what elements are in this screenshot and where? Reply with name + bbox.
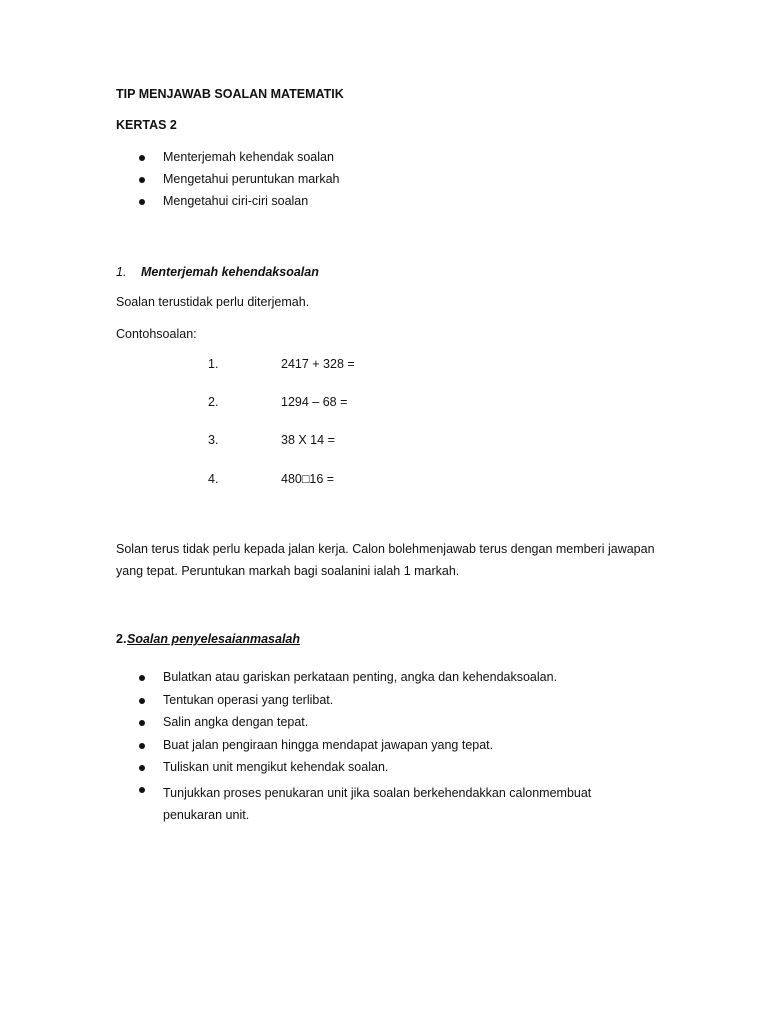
list-item-text: Salin angka dengan tepat. xyxy=(163,715,309,729)
section-2-number: 2. xyxy=(116,632,127,646)
example-expression: 480□16 = xyxy=(281,472,335,486)
bullet-icon xyxy=(139,675,145,681)
bullet-icon xyxy=(139,698,145,704)
section-2-heading: Soalan penyelesaianmasalah xyxy=(127,632,301,646)
bullet-icon xyxy=(139,765,145,771)
bullet-icon xyxy=(139,787,145,793)
example-number: 4. xyxy=(208,472,219,486)
list-item-text: Mengetahui ciri-ciri soalan xyxy=(163,194,309,208)
section-1-number: 1. xyxy=(116,265,127,279)
list-item-text: Tuliskan unit mengikut kehendak soalan. xyxy=(163,760,389,774)
section-1-heading: Menterjemah kehendaksoalan xyxy=(141,265,319,279)
bullet-icon xyxy=(139,177,145,183)
list-item-text: Mengetahui peruntukan markah xyxy=(163,172,340,186)
section-1-line: Soalan terustidak perlu diterjemah. xyxy=(116,295,310,309)
example-expression: 38 X 14 = xyxy=(281,433,335,447)
bullet-icon xyxy=(139,720,145,726)
section-1-note: Solan terus tidak perlu kepada jalan kerja. Calon bolehmenjawab terus dengan memberi jawapan yang tepat. Peruntukan markah bagi soalanini ialah 1 markah. xyxy=(116,542,655,578)
bullet-icon xyxy=(139,199,145,205)
example-expression: 1294 – 68 = xyxy=(281,395,348,409)
examples-label: Contohsoalan: xyxy=(116,327,197,341)
example-number: 2. xyxy=(208,395,219,409)
example-number: 3. xyxy=(208,433,219,447)
list-item-text: Tunjukkan proses penukaran unit jika soalan berkehendakkan calonmembuat penukaran unit. xyxy=(163,786,592,822)
list-item-text: Tentukan operasi yang terlibat. xyxy=(163,693,334,707)
bullet-icon xyxy=(139,743,145,749)
bullet-icon xyxy=(139,155,145,161)
list-item-text: Buat jalan pengiraan hingga mendapat jawapan yang tepat. xyxy=(163,738,494,752)
example-number: 1. xyxy=(208,357,219,371)
document-subtitle: KERTAS 2 xyxy=(116,118,177,132)
document-title: TIP MENJAWAB SOALAN MATEMATIK xyxy=(116,87,344,101)
list-item-text: Menterjemah kehendak soalan xyxy=(163,150,334,164)
example-expression: 2417 + 328 = xyxy=(281,357,355,371)
list-item-text: Bulatkan atau gariskan perkataan penting, angka dan kehendaksoalan. xyxy=(163,670,558,684)
